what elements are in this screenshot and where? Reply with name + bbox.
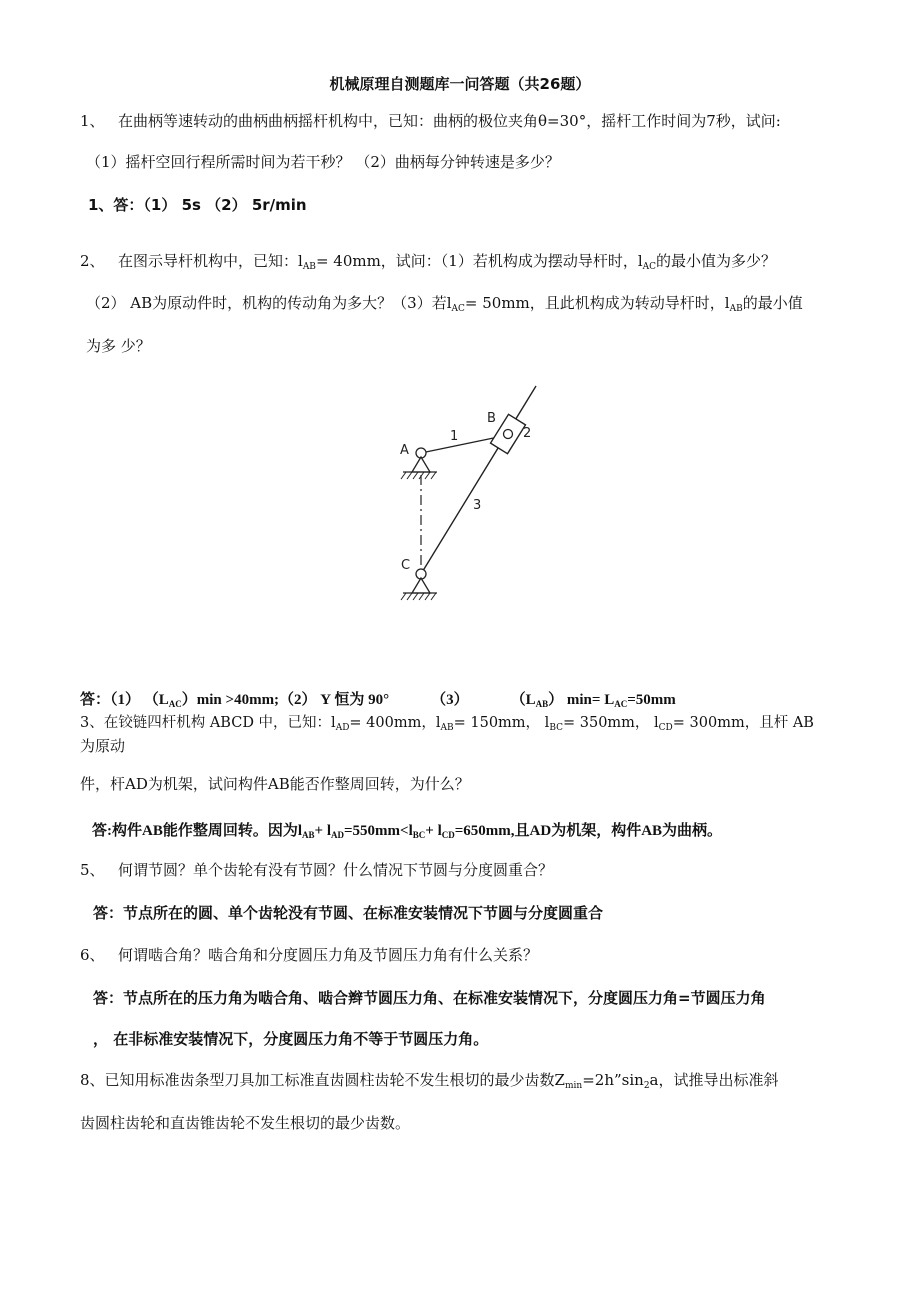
link-3-guide-bar bbox=[421, 386, 536, 574]
text-seg: = 50mm，且此机构成为转动导杆时，l bbox=[464, 294, 730, 312]
question-1 bbox=[80, 110, 860, 132]
label-link-3: 3 bbox=[473, 498, 482, 513]
subscript: AC bbox=[168, 699, 182, 709]
text-seg: 3、在铰链四杆机构 ABCD 中，已知：l bbox=[80, 715, 336, 731]
text-seg: =50mm bbox=[627, 692, 676, 708]
question-number: 5、 bbox=[80, 861, 105, 879]
subscript: BC bbox=[549, 723, 563, 733]
text-seg: = 400mm，l bbox=[349, 715, 441, 731]
question-3-line3: 件，杆AD为机架，试问构件AB能否作整周回转，为什么？ bbox=[80, 775, 470, 793]
text-seg: =650mm,且AD为机架，构件AB为曲柄。 bbox=[454, 823, 723, 839]
question-5 bbox=[80, 859, 860, 881]
subscript: AB bbox=[535, 699, 549, 709]
subscript: BC bbox=[412, 830, 426, 840]
text-seg: 8、已知用标准齿条型刀具加工标准直齿圆柱齿轮不发生根切的最少齿数Z bbox=[80, 1071, 565, 1089]
text-seg: =550mm<l bbox=[344, 823, 413, 839]
question-2-line3: 为多 少？ bbox=[86, 337, 151, 355]
text-seg: 答:构件AB能作整周回转。因为l bbox=[92, 823, 303, 839]
subscript: CD bbox=[658, 723, 673, 733]
subscript: AB bbox=[302, 262, 316, 272]
subscript: AB bbox=[302, 830, 315, 840]
answer-3 bbox=[92, 820, 860, 846]
question-number: 2、 bbox=[80, 252, 105, 270]
subscript: AC bbox=[642, 262, 657, 272]
text-seg: （L bbox=[510, 692, 536, 708]
subscript: CD bbox=[441, 830, 455, 840]
label-a: A bbox=[400, 443, 409, 458]
question-text: 何谓啮合角？啮合角和分度圆压力角及节圆压力角有什么关系？ bbox=[118, 946, 539, 964]
subscript: AB bbox=[440, 723, 454, 733]
question-2 bbox=[80, 250, 860, 278]
text-seg: = 300mm，且杆 AB bbox=[672, 715, 814, 731]
subscript: 2 bbox=[643, 1081, 650, 1091]
text-seg: + l bbox=[314, 823, 331, 839]
subscript: AD bbox=[335, 723, 350, 733]
question-number: 1、 bbox=[80, 112, 105, 130]
question-6 bbox=[80, 944, 860, 966]
text-seg: = 150mm， l bbox=[453, 715, 550, 731]
text-seg: ）min >40mm;（2） Y 恒为 90° bbox=[181, 692, 390, 708]
label-b: B bbox=[487, 411, 496, 426]
page-title: 机械原理自测题库一问答题（共26题） bbox=[329, 75, 591, 93]
question-number: 6、 bbox=[80, 946, 105, 964]
subscript: AC bbox=[451, 304, 465, 314]
label-c: C bbox=[401, 558, 411, 573]
text-seg: （3） bbox=[431, 692, 469, 708]
subscript: AB bbox=[729, 304, 743, 314]
joint-b bbox=[504, 430, 513, 439]
text-seg: （2） AB为原动件时，机构的传动角为多大？（3）若l bbox=[86, 294, 452, 312]
guide-bar-mechanism-figure bbox=[390, 380, 560, 610]
text-seg: 答：（1） （L bbox=[80, 692, 169, 708]
subscript: AC bbox=[614, 699, 628, 709]
answer-6-line2: ， 在非标准安装情况下，分度圆压力角不等于节圆压力角。 bbox=[93, 1030, 489, 1048]
text-seg: a，试推导出标准斜 bbox=[649, 1071, 779, 1089]
text-seg: 的最小值为多少？ bbox=[656, 252, 777, 270]
text-seg: 的最小值 bbox=[742, 294, 803, 312]
text-seg: = 40mm，试问：（1）若机构成为摆动导杆时，l bbox=[315, 252, 643, 270]
label-link-2: 2 bbox=[523, 426, 532, 441]
label-link-1: 1 bbox=[450, 429, 459, 444]
question-1-line2: （1）摇杆空回行程所需时间为若干秒？ （2）曲柄每分钟转速是多少？ bbox=[86, 153, 560, 171]
text-seg: + l bbox=[425, 823, 442, 839]
text-seg: = 350mm， l bbox=[562, 715, 659, 731]
question-text: 在曲柄等速转动的曲柄曲柄摇杆机构中，已知：曲柄的极位夹角θ=30°，摇杆工作时间为7秒，试问: bbox=[118, 112, 781, 130]
answer-5: 答：节点所在的圆、单个齿轮没有节圆、在标准安装情况下节圆与分度圆重合 bbox=[93, 904, 604, 922]
text-seg: =2h”sin bbox=[582, 1071, 644, 1089]
question-3-line2: 为原动 bbox=[80, 737, 126, 755]
support-c bbox=[401, 569, 437, 600]
subscript: AD bbox=[331, 830, 344, 840]
question-text: 何谓节圆？单个齿轮有没有节圆？什么情况下节圆与分度圆重合？ bbox=[118, 861, 554, 879]
question-8 bbox=[80, 1069, 860, 1097]
text-seg: 在图示导杆机构中，已知：l bbox=[118, 252, 303, 270]
answer-1: 1、答：（1） 5s （2） 5r/min bbox=[88, 196, 307, 214]
question-8-line2: 齿圆柱齿轮和直齿锥齿轮不发生根切的最少齿数。 bbox=[80, 1114, 411, 1132]
answer-6-line1: 答：节点所在的压力角为啮合角、啮合辫节圆压力角、在标准安装情况下，分度圆压力角=节圆压力角 bbox=[93, 989, 766, 1007]
text-seg: ） min= L bbox=[548, 692, 615, 708]
subscript: min bbox=[564, 1081, 583, 1091]
question-2-line2 bbox=[86, 292, 860, 320]
